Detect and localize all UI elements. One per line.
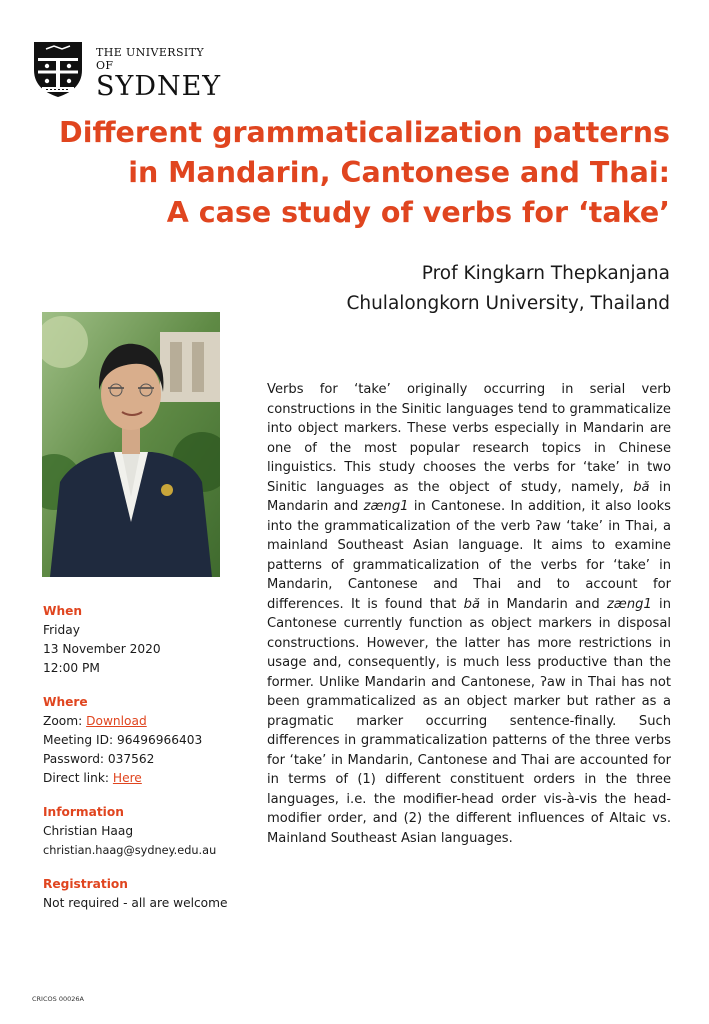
speaker-name: Prof Kingkarn Thepkanjana bbox=[421, 263, 670, 284]
abstract-part-4: in Mandarin and bbox=[480, 596, 607, 612]
meeting-password: Password: 037562 bbox=[43, 752, 155, 766]
direct-link-line bbox=[43, 769, 263, 788]
title-line-1: Different grammaticalization patterns bbox=[59, 116, 670, 149]
zoom-line bbox=[43, 712, 263, 731]
registration-text: Not required - all are welcome bbox=[43, 896, 228, 910]
information-heading: Information bbox=[43, 805, 124, 819]
direct-link-label: Direct link: bbox=[43, 771, 113, 785]
when-section bbox=[43, 602, 263, 678]
event-date: 13 November 2020 bbox=[43, 642, 161, 656]
event-day: Friday bbox=[43, 623, 80, 637]
where-section bbox=[43, 693, 263, 788]
zoom-download-link[interactable]: Download bbox=[86, 714, 147, 728]
contact-email: christian.haag@sydney.edu.au bbox=[43, 844, 217, 857]
speaker-block bbox=[346, 259, 670, 319]
information-section bbox=[43, 803, 263, 860]
meeting-id: Meeting ID: 96496966403 bbox=[43, 733, 203, 747]
where-heading: Where bbox=[43, 695, 88, 709]
logo-wordmark bbox=[96, 46, 222, 102]
zoom-label: Zoom: bbox=[43, 714, 87, 728]
direct-link[interactable]: Here bbox=[112, 771, 142, 785]
term-ba: bă bbox=[633, 479, 650, 495]
abstract-part-2: in Mandarin and bbox=[267, 479, 671, 514]
logo-line-2: SYDNEY bbox=[96, 71, 222, 102]
event-details bbox=[43, 602, 263, 928]
term-zaeng: zæng1 bbox=[363, 499, 409, 514]
abstract-part-3: in Cantonese. In addition, it also looks into the grammaticalization of the verb ʔaw ‘take’ in Thai, a mainland Southeast Asian language. It aims to examine patterns of grammaticalization of the verbs for ‘take’ in Mandarin, Cantonese and Thai and to account for differences. It is found that bbox=[267, 499, 671, 612]
abstract-part-1: Verbs for ‘take’ originally occurring in serial verb constructions in the Sinitic languages tend to grammaticalize into object markers. These verbs especially in Mandarin are one of the most popular research topics in Chinese linguistics. This study chooses the verbs for ‘take’ in two Sinitic languages as the object of study, namely, bbox=[267, 382, 671, 495]
term-zaeng-2: zæng1 bbox=[606, 596, 652, 612]
cricos-code: CRICOS 00026A bbox=[32, 995, 84, 1003]
page-title bbox=[30, 113, 670, 233]
contact-name: Christian Haag bbox=[43, 824, 134, 838]
when-heading: When bbox=[43, 604, 83, 618]
crest-icon bbox=[32, 40, 84, 98]
registration-section bbox=[43, 875, 263, 913]
speaker-photo bbox=[42, 312, 220, 577]
abstract-part-5: in Cantonese currently function as object markers in disposal constructions. However, the latter has more restrictions in usage and, consequently, is much less productive than the former. Unlike Mandarin and Cantonese, ʔaw in Thai has not been grammaticalized as an object marker but rather as a pragmatic marker occurring sentence-finally. Such differences in grammaticalization patterns of the three verbs for ‘take’ in Mandarin, Cantonese and Thai are accounted for in terms of (1) different constituent orders in the three languages, i.e. the modifier-head order vis-à-vis the head-modifier order, and (2) the different influences of Altaic vs. Mainland Southeast Asian languages. bbox=[267, 596, 671, 846]
university-logo bbox=[32, 40, 222, 102]
title-line-2: in Mandarin, Cantonese and Thai: bbox=[128, 156, 670, 189]
term-ba-2: bă bbox=[463, 596, 480, 612]
speaker-affiliation: Chulalongkorn University, Thailand bbox=[346, 293, 670, 314]
registration-heading: Registration bbox=[43, 877, 128, 891]
logo-line-1: THE UNIVERSITY OF bbox=[96, 46, 205, 72]
event-time: 12:00 PM bbox=[43, 661, 100, 675]
abstract-text bbox=[267, 380, 671, 848]
title-line-3: A case study of verbs for ‘take’ bbox=[166, 196, 670, 229]
